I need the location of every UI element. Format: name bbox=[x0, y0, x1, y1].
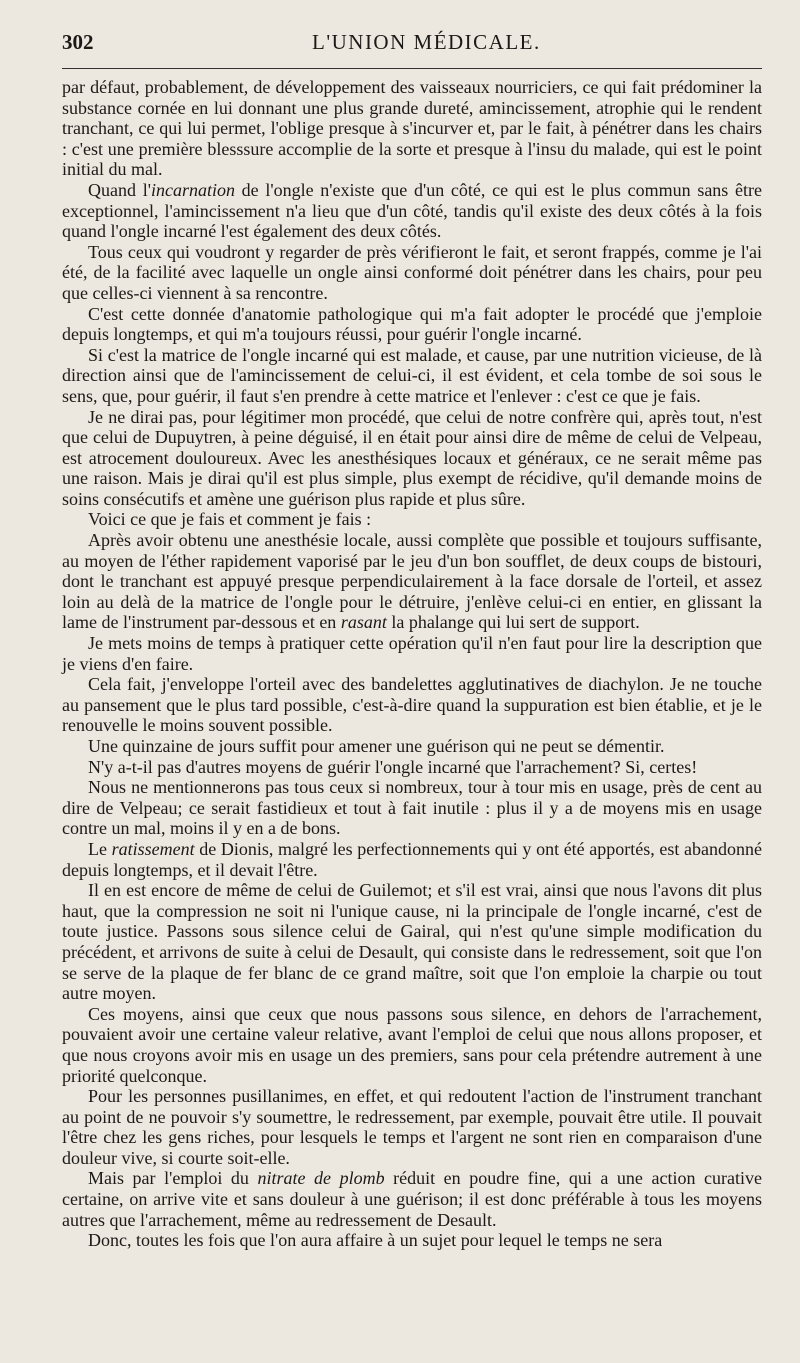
page-header bbox=[62, 30, 762, 62]
running-title: L'UNION MÉDICALE. bbox=[312, 30, 541, 54]
paragraph: Pour les personnes pusillanimes, en effet, et qui redoutent l'action de l'instrument tranchant au point de ne pouvoir s'y soumettre, le redressement, par exemple, pouvait être utile. Il pouvait l'être chez les gens riches, pour lesquels le temps et l'argent ne sont rien en comparaison d'une douleur vive, si courte soit-elle. bbox=[62, 1086, 762, 1168]
paragraph: Le ratissement de Dionis, malgré les perfectionnements qui y ont été apportés, est abandonné depuis longtemps, et il devait l'être. bbox=[62, 838, 762, 880]
article-body bbox=[62, 77, 762, 1251]
paragraph: Mais par l'emploi du nitrate de plomb réduit en poudre fine, qui a une action curative certaine, on arrive vite et sans douleur à une guérison; il est donc préférable à tous les moyens autres que l'arrachement, même au redressement de Desault. bbox=[62, 1168, 762, 1230]
paragraph: Si c'est la matrice de l'ongle incarné qui est malade, et cause, par une nutrition vicieuse, de là direction ainsi que de l'amincissement de celui-ci, il est évident, et cela tombe de soi sous le sens, que, pour guérir, il faut s'en prendre à cette matrice et l'enlever : c'est ce que je fais. bbox=[62, 344, 762, 406]
paragraph: Quand l'incarnation de l'ongle n'existe que d'un côté, ce qui est le plus commun sans être exceptionnel, l'amincissement n'a lieu que d'un côté, tandis qu'il existe des deux côtés à la fois quand l'ongle incarné l'est également des deux côtés. bbox=[62, 179, 762, 242]
paragraph: Je ne dirai pas, pour légitimer mon procédé, que celui de notre confrère qui, après tout, n'est que celui de Dupuytren, à peine déguisé, il en était pour ainsi dire de même de celui de Velpeau, est atrocement douloureux. Avec les anesthésiques locaux et généraux, ce ne serait même pas une raison. Mais je dirai qu'il est plus simple, plus exempt de récidive, qu'il demande moins de soins consécutifs et amène une guérison plus rapide et plus sûre. bbox=[62, 406, 762, 509]
page-number: 302 bbox=[62, 30, 94, 54]
paragraph: Nous ne mentionnerons pas tous ceux si nombreux, tour à tour mis en usage, près de cent au dire de Velpeau; ce serait fastidieux et tout à fait inutile : plus il y a de moyens mis en usage contre un mal, moins il y en a de bons. bbox=[62, 777, 762, 839]
paragraph: Cela fait, j'enveloppe l'orteil avec des bandelettes agglutinatives de diachylon. Je ne touche au pansement que le plus tard possible, c'est-à-dire quand la suppuration est bien établie, et je le renouvelle le moins souvent possible. bbox=[62, 674, 762, 736]
paragraph: Une quinzaine de jours suffit pour amener une guérison qui ne peut se démentir. bbox=[88, 736, 665, 756]
paragraph: Après avoir obtenu une anesthésie locale, aussi complète que possible et toujours suffisante, au moyen de l'éther rapidement vaporisé par le jeu d'un bon soufflet, de deux coups de bistouri, dont le tranchant est appuyé presque perpendiculairement à la face dorsale de l'orteil, et assez loin au delà de la matrice de l'ongle pour le détruire, j'enlève celui-ci en entier, en glissant la lame de l'instrument par-dessous et en rasant la phalange qui lui sert de support. bbox=[62, 530, 762, 633]
paragraph: par défaut, probablement, de développement des vaisseaux nourriciers, ce qui fait prédominer la substance cornée en lui donnant une plus grande dureté, amincissement, atrophie qui le rendent tranchant, ce qui lui permet, l'oblige presque à s'incurver et, par le fait, à pénétrer dans les chairs : c'est une première blesssure accomplie de la sorte et presque à l'insu du malade, qui est le point initial du mal. bbox=[62, 77, 762, 180]
paragraph: C'est cette donnée d'anatomie pathologique qui m'a fait adopter le procédé que j'emploie depuis longtemps, et qui m'a toujours réussi, pour guérir l'ongle incarné. bbox=[62, 303, 762, 345]
header-rule bbox=[62, 68, 762, 69]
paragraph: Donc, toutes les fois que l'on aura affaire à un sujet pour lequel le temps ne sera bbox=[88, 1230, 663, 1251]
paragraph: N'y a-t-il pas d'autres moyens de guérir l'ongle incarné que l'arrachement? Si, certes! bbox=[88, 756, 698, 777]
paragraph: Ces moyens, ainsi que ceux que nous passons sous silence, en dehors de l'arrachement, pouvaient avoir une certaine valeur relative, avant l'emploi de celui que nous allons proposer, et que nous croyons avoir mis en usage un des premiers, sans pour cela prétendre autrement à une priorité quelconque. bbox=[62, 1003, 762, 1086]
paragraph: Tous ceux qui voudront y regarder de près vérifieront le fait, et seront frappés, comme je l'ai été, de la facilité avec laquelle un ongle ainsi conformé doit pénétrer dans les chairs, pour peu que celles-ci viennent à sa rencontre. bbox=[62, 241, 762, 303]
paragraph: Voici ce que je fais et comment je fais : bbox=[88, 509, 372, 530]
paragraph: Il en est encore de même de celui de Guilemot; et s'il est vrai, ainsi que nous l'avons dit plus haut, que la compression ne soit ni l'unique cause, ni la principale de l'ongle incarné, c'est de toute justice. Passons sous silence celui de Gairal, qui n'est qu'une simple modification du précédent, et arrivons de suite à celui de Desault, qui consiste dans le redressement, soit que l'on se serve de la plaque de fer blanc de ce grand maître, soit que l'on emploie la charpie ou tout autre moyen. bbox=[62, 880, 762, 1004]
paragraph: Je mets moins de temps à pratiquer cette opération qu'il n'en faut pour lire la description que je viens d'en faire. bbox=[62, 633, 762, 674]
